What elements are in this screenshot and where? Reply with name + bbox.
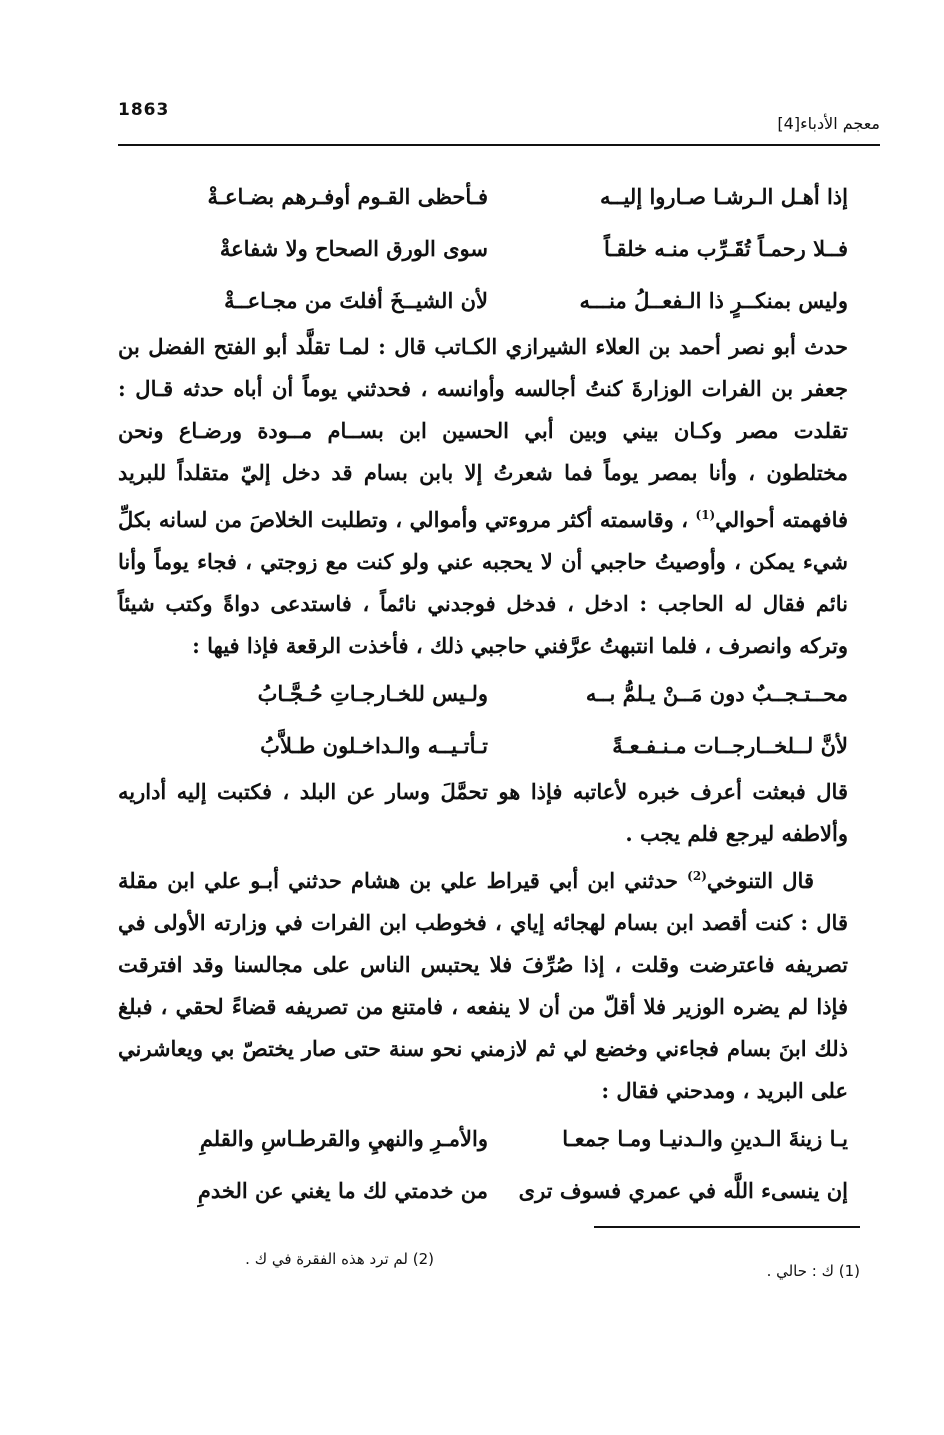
- verse-line: [118, 222, 848, 274]
- verse-first-hemistich: إذا أهـل الـرشـا صـاروا إليــه: [600, 183, 848, 209]
- paragraph-text: ، وقاسمته أكثر مروءتي وأموالي ، وتطلبت الخلاصَ من لسانه بكلِّ شيء يمكن ، وأوصيتُ حاجبي أن لا يحجبه عني ولو كنت مع زوجتي ، فجاء يوماً وأنا نائم فقال له الحاجب : ادخل ، فدخل فوجدني نائماً ، فاستدعى دواةً وكتب شيئاً وتركه وانصرف ، فلما انتبهتُ عرَّفني حاجبي ذلك ، فأخذت الرقعة فإذا فيها :: [118, 507, 848, 658]
- verse-second-hemistich: والأمـرِ والنهيِ والقرطـاسِ والقلمِ: [199, 1125, 488, 1151]
- verse-line: [118, 274, 848, 326]
- verse-first-hemistich: إن ينسىء اللَّه في عمري فسوف ترى: [518, 1177, 848, 1203]
- page-header: [118, 96, 880, 146]
- poem-bottom: [118, 1112, 848, 1216]
- footnote-divider: [594, 1226, 860, 1228]
- verse-line: [118, 667, 848, 719]
- verse-first-hemistich: لأنَّ لــلخــارجــات مـنـفـعـةً: [612, 732, 848, 758]
- paragraph-text: قال التنوخي: [706, 868, 814, 893]
- verse-second-hemistich: ولـيس للخـارجـاتِ حُـجَّـابُ: [257, 680, 488, 706]
- verse-second-hemistich: لأن الشيــخَ أفلتَ من مجـاعــةْ: [224, 287, 488, 313]
- verse-second-hemistich: فـأحظى القـوم أوفـرهم بضـاعـةْ: [207, 183, 488, 209]
- verse-first-hemistich: يـا زينةَ الـدينِ والـدنيـا ومـا جمعـا: [562, 1125, 848, 1151]
- paragraph-text: حدثني ابن أبي قيراط علي بن هشام حدثني أبـو علي ابن مقلة قال : كنت أقصد ابن بسام لهجائه إياي ، فخوطب ابن الفرات في وزارته الأولى في تصريفه فاعترضت وقلت ، إذا صُرِّفَ فلا يحتبس الناس على مجالسنا وقد افترقت فإذا لم يضره الوزير فلا أقلّ من أن لا ينفعه ، فامتنع من تصريفه قضاءً لحقي ، فبلغ ذلك ابنَ بسام فجاءني وخضع لي ثم لازمني نحو سنة حتى صار يختصّ بي ويعاشرني على البريد ، ومدحني فقال :: [118, 868, 848, 1103]
- verse-second-hemistich: سوى الورق الصحاح ولا شفاعةْ: [219, 235, 488, 261]
- verse-second-hemistich: تـأتـيــه والـداخـلون طـلاَّبُ: [260, 732, 488, 758]
- verse-line: [118, 170, 848, 222]
- verse-line: [118, 719, 848, 771]
- footnote-ref-2: (2): [687, 869, 707, 883]
- footnote-2: (2) لم ترد هذه الفقرة في ك .: [245, 1250, 434, 1268]
- footnote-1: (1) ك : حالي .: [766, 1262, 860, 1280]
- verse-second-hemistich: من خدمتي لك ما يغني عن الخدمِ: [197, 1177, 488, 1203]
- paragraph-2: قال فبعثت أعرف خبره لأعاتبه فإذا هو تحمَّلَ وسار عن البلد ، فكتبت إليه أداريه وألاطفه ليرجع فلم يجب .: [118, 779, 848, 846]
- verse-line: [118, 1164, 848, 1216]
- page-number: 1863: [118, 100, 170, 120]
- paragraph-text: حدث أبو نصر أحمد بن العلاء الشيرازي الكـاتب قال : لمـا تقلَّد أبو الفتح الفضل بن جعفر بن الفرات الوزارةَ كنتُ أجالسه وأوانسه ، فحدثني يوماً أن أباه حدثه قـال : تقلدت مصر وكـان بيني وبين أبي الحسين ابن بســام مــودة ورضـاع ونحن مختلطون ، وأنا بمصر يوماً فما شعرتُ إلا بابن بسام قد دخل إليّ متقلداً للبريد فافهمته أحوالي: [118, 334, 849, 532]
- paragraph-3: [118, 855, 848, 1112]
- paragraph-1: [118, 326, 848, 667]
- verse-first-hemistich: فــلا رحمـاً تُقَـرِّب منـه خلقـاً: [603, 235, 848, 261]
- main-text: [118, 170, 848, 1216]
- verse-first-hemistich: محــتـجــبٌ دون مَــنْ يـلمُّ بــه: [585, 680, 848, 706]
- poem-middle: [118, 667, 848, 771]
- poem-top: [118, 170, 848, 326]
- verse-first-hemistich: وليس بمنكــرٍ ذا الـفعــلُ منـــه: [579, 287, 848, 313]
- verse-line: [118, 1112, 848, 1164]
- running-title: معجم الأدباء[4]: [777, 114, 880, 133]
- footnote-ref-1: (1): [695, 508, 716, 522]
